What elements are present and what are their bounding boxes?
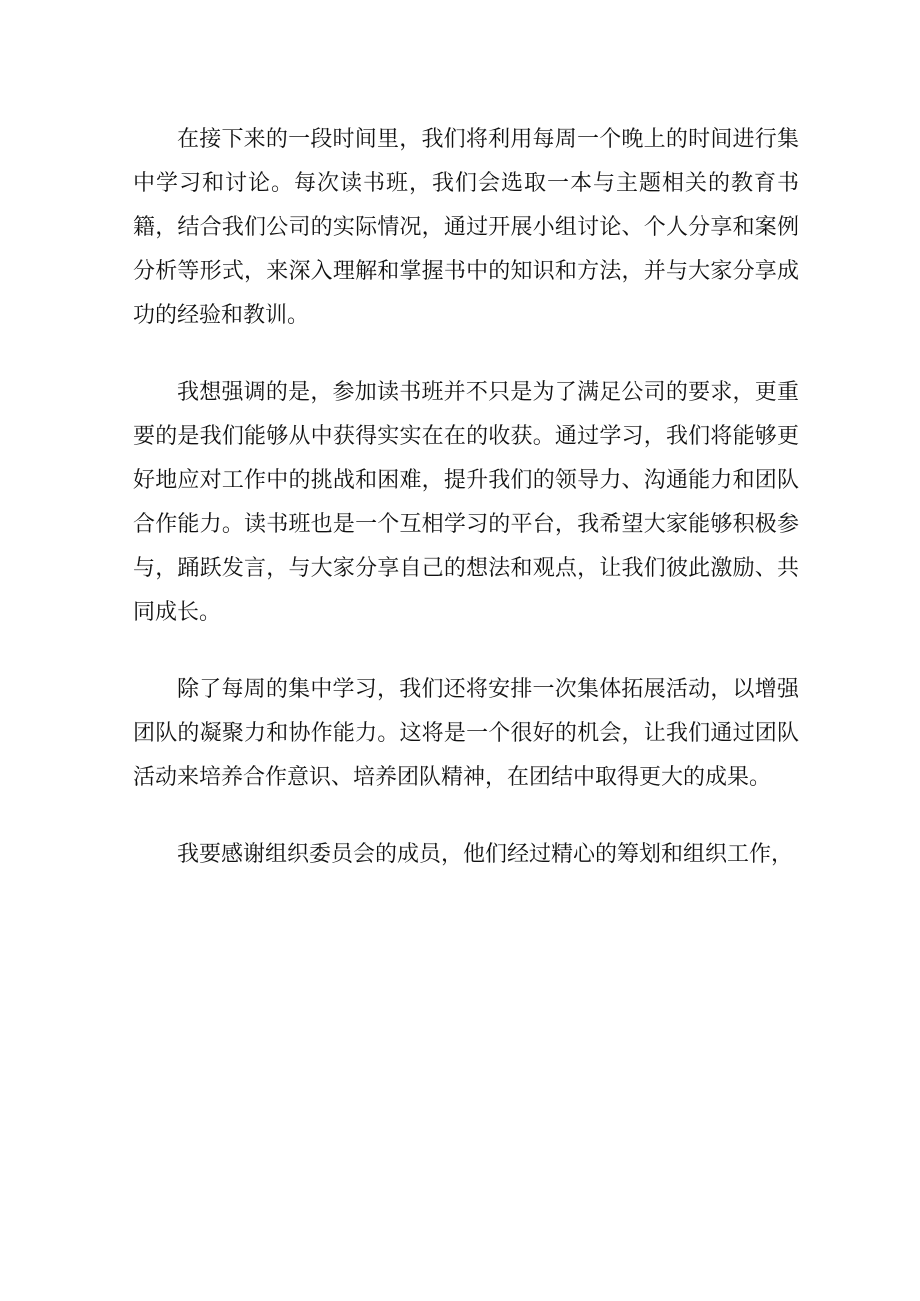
paragraph-study-plan: 在接下来的一段时间里，我们将利用每周一个晚上的时间进行集中学习和讨论。每次读书班，我们会选取一本与主题相关的教育书籍，结合我们公司的实际情况，通过开展小组讨论、个人分享和案例分析等形式，来深入理解和掌握书中的知识和方法，并与大家分享成功的经验和教训。 [133, 127, 799, 328]
paragraph-team-activity: 除了每周的集中学习，我们还将安排一次集体拓展活动，以增强团队的凝聚力和协作能力。这将是一个很好的机会，让我们通过团队活动来培养合作意识、培养团队精神，在团结中取得更大的成果。 [133, 677, 799, 790]
paragraph-thanks: 我要感谢组织委员会的成员，他们经过精心的筹划和组织工作， [177, 842, 794, 867]
paragraph-reading-purpose: 我想强调的是，参加读书班并不只是为了满足公司的要求，更重要的是我们能够从中获得实实在在的收获。通过学习，我们将能够更好地应对工作中的挑战和困难，提升我们的领导力、沟通能力和团队合作能力。读书班也是一个互相学习的平台，我希望大家能够积极参与，踊跃发言，与大家分享自己的想法和观点，让我们彼此激励、共同成长。 [133, 380, 799, 625]
document-body [133, 118, 799, 910]
